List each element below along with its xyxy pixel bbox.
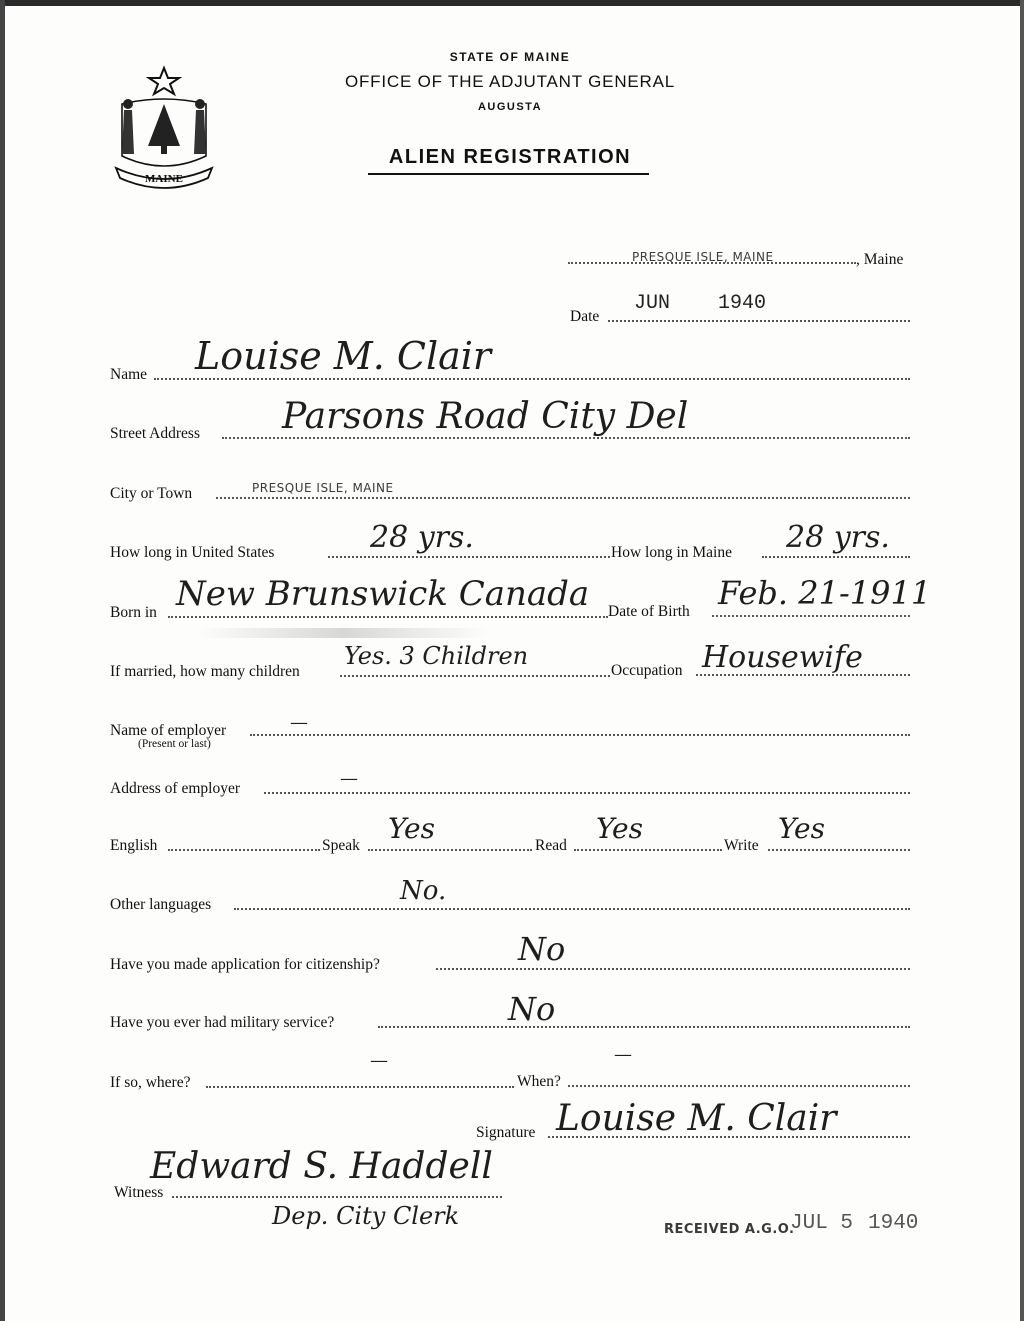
when-value: — [614, 1044, 632, 1065]
received-stamp-year: 1940 [868, 1212, 919, 1235]
children-line [340, 675, 610, 677]
other-languages-value: No. [400, 876, 447, 906]
scan-edge-top [0, 0, 1024, 6]
military-line [378, 1026, 910, 1028]
dob-line [712, 615, 910, 617]
write-value: Yes [778, 812, 825, 845]
citizenship-label: Have you made application for citizenship? [110, 956, 380, 973]
speak-line [368, 849, 532, 851]
speak-label: Speak [322, 837, 360, 854]
children-value: Yes. 3 Children [344, 642, 529, 670]
form-title: ALIEN REGISTRATION [388, 146, 632, 168]
scan-edge-left [0, 0, 5, 1321]
employer-address-line [264, 792, 910, 794]
date-line [608, 320, 910, 322]
english-label: English [110, 837, 158, 854]
born-in-value: New Brunswick Canada [176, 574, 590, 614]
street-value: Parsons Road City Del [282, 396, 689, 437]
witness-value: Edward S. Haddell [150, 1146, 493, 1187]
city-label: City or Town [110, 485, 193, 502]
name-label: Name [110, 366, 148, 383]
street-label: Street Address [110, 425, 200, 442]
children-label: If married, how many children [110, 663, 300, 680]
city-value: PRESQUE ISLE, MAINE [252, 481, 394, 495]
header-office: OFFICE OF THE ADJUTANT GENERAL [344, 72, 676, 91]
employer-line [250, 734, 910, 736]
maine-state-seal [108, 64, 220, 192]
read-line [574, 849, 722, 851]
when-label: When? [517, 1073, 561, 1090]
witness-line [172, 1196, 502, 1198]
write-line [768, 849, 910, 851]
name-line [154, 378, 910, 380]
signature-value: Louise M. Clair [556, 1098, 837, 1139]
occupation-label: Occupation [611, 662, 683, 679]
location-stamp: PRESQUE ISLE, MAINE [632, 250, 774, 264]
other-languages-line [234, 908, 910, 910]
date-year: 1940 [718, 292, 767, 315]
date-label: Date [570, 308, 600, 325]
born-in-label: Born in [110, 604, 157, 621]
other-languages-label: Other languages [110, 896, 212, 913]
maine-years-value: 28 yrs. [786, 520, 890, 555]
english-line [168, 849, 320, 851]
us-years-value: 28 yrs. [370, 520, 474, 555]
received-stamp-text: RECEIVED A.G.O. [664, 1222, 795, 1237]
maine-years-label: How long in Maine [611, 544, 732, 561]
employer-address-label: Address of employer [110, 780, 240, 797]
occupation-value: Housewife [702, 640, 863, 675]
location-suffix: , Maine [856, 251, 904, 268]
seal-banner-text: MAINE [145, 173, 183, 185]
dob-value: Feb. 21-1911 [718, 574, 932, 612]
read-label: Read [535, 837, 567, 854]
when-line [568, 1085, 910, 1087]
born-in-line [168, 616, 608, 618]
employer-value: — [290, 712, 308, 733]
dob-label: Date of Birth [608, 603, 690, 620]
where-value: — [370, 1050, 388, 1071]
where-line [206, 1086, 514, 1088]
header-city: AUGUSTA [477, 101, 543, 113]
military-value: No [508, 990, 556, 1028]
witness-label: Witness [114, 1184, 164, 1201]
us-years-label: How long in United States [110, 544, 275, 561]
street-line [222, 437, 910, 439]
name-value: Louise M. Clair [195, 334, 492, 378]
speak-value: Yes [388, 812, 435, 845]
military-label: Have you ever had military service? [110, 1014, 335, 1031]
city-line [216, 497, 910, 499]
employer-address-value: — [340, 768, 358, 789]
scan-smudge [198, 628, 488, 638]
maine-years-line [762, 556, 910, 558]
write-label: Write [724, 837, 759, 854]
scan-edge-right [1020, 0, 1024, 1321]
title-underline [368, 173, 649, 175]
signature-label: Signature [476, 1124, 536, 1141]
read-value: Yes [596, 812, 643, 845]
citizenship-line [436, 968, 910, 970]
citizenship-value: No [518, 930, 566, 968]
received-stamp-date: JUL 5 [790, 1212, 854, 1235]
where-label: If so, where? [110, 1074, 191, 1091]
header-state: STATE OF MAINE [449, 50, 571, 64]
us-years-line [328, 556, 610, 558]
employer-label: Name of employer [110, 722, 227, 739]
witness-title: Dep. City Clerk [272, 1202, 460, 1230]
date-month: JUN [634, 292, 671, 315]
employer-sublabel: (Present or last) [138, 738, 211, 750]
